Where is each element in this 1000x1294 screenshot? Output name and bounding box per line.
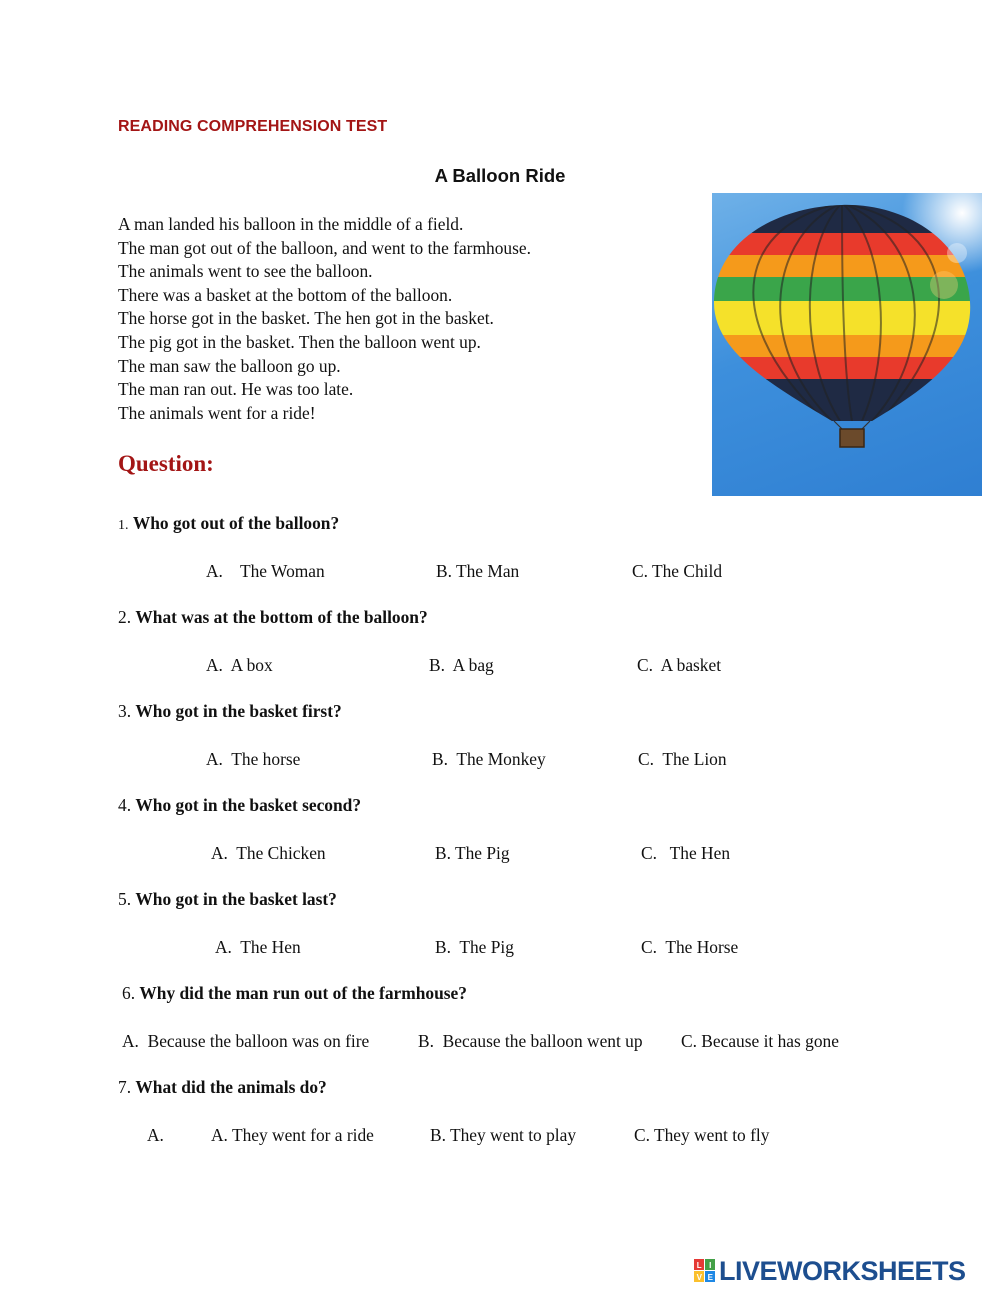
question-number: 2. [118,607,132,627]
question-7 [118,1077,327,1098]
option-7c[interactable]: C. They went to fly [634,1125,770,1145]
option-7-marker: A. [147,1125,164,1145]
option-3c[interactable]: C. The Lion [638,749,727,769]
story-line: The animals went for a ride! [118,402,316,423]
logo-letter: V [696,1273,702,1282]
balloon-image [712,193,982,496]
story-line: A man landed his balloon in the middle of a field. [118,214,464,234]
story-line: The pig got in the basket. Then the balloon went up. [118,331,481,352]
option-5b[interactable]: B. The Pig [435,937,514,957]
question-text: Who got in the basket second? [135,795,362,815]
option-3a[interactable]: A. The horse [206,749,301,769]
question-number: 1. [118,518,129,533]
option-2a[interactable]: A. A box [206,655,273,675]
option-2c[interactable]: C. A basket [637,655,722,675]
question-text: Who got out of the balloon? [132,513,340,533]
story-line: There was a basket at the bottom of the balloon. [118,284,453,305]
option-2b[interactable]: B. A bag [429,655,494,675]
question-number: 6. [122,983,136,1003]
question-1 [118,513,339,534]
option-3b[interactable]: B. The Monkey [432,749,546,769]
option-1c[interactable]: C. The Child [632,561,723,581]
option-6c[interactable]: C. Because it has gone [681,1031,839,1051]
option-4b[interactable]: B. The Pig [435,843,510,863]
question-4 [118,795,361,816]
option-5c[interactable]: C. The Horse [641,937,739,957]
logo-letter: E [707,1273,713,1282]
option-7b[interactable]: B. They went to play [430,1125,577,1145]
hot-air-balloon-icon [712,193,982,496]
logo-letter: I [709,1261,711,1270]
question-number: 3. [118,701,132,721]
story-line: The man saw the balloon go up. [118,355,341,376]
question-3 [118,701,342,722]
test-header: READING COMPREHENSION TEST [118,118,388,135]
question-number: 7. [118,1077,132,1097]
story-line: The horse got in the basket. The hen got in the basket. [118,308,494,329]
question-number: 4. [118,795,132,815]
question-number: 5. [118,889,132,909]
question-text: What did the animals do? [135,1077,327,1097]
option-6a[interactable]: A. Because the balloon was on fire [122,1031,370,1051]
option-7a[interactable]: A. They went for a ride [211,1125,374,1145]
option-4c[interactable]: C. The Hen [641,843,731,863]
option-6b[interactable]: B. Because the balloon went up [418,1031,643,1051]
question-text: Who got in the basket last? [135,889,337,909]
question-text: Why did the man run out of the farmhouse? [139,983,467,1003]
question-text: What was at the bottom of the balloon? [135,607,428,627]
story-text [118,213,531,425]
logo-blocks-icon [694,1259,716,1283]
question-5 [118,889,337,910]
logo-letter: L [696,1261,702,1270]
option-1b[interactable]: B. The Man [436,561,520,581]
liveworksheets-logo [694,1256,966,1287]
story-title: A Balloon Ride [434,165,566,186]
question-6 [122,983,467,1004]
story-line: The animals went to see the balloon. [118,261,373,282]
logo-text: LIVEWORKSHEETS [719,1256,966,1286]
questions-heading: Question: [118,451,214,476]
option-1a[interactable]: A. The Woman [206,561,325,581]
story-line: The man got out of the balloon, and went to the farmhouse. [118,237,531,258]
question-text: Who got in the basket first? [135,701,342,721]
option-5a[interactable]: A. The Hen [215,937,301,957]
question-2 [118,607,428,628]
option-4a[interactable]: A. The Chicken [211,843,326,863]
story-line: The man ran out. He was too late. [118,379,354,400]
